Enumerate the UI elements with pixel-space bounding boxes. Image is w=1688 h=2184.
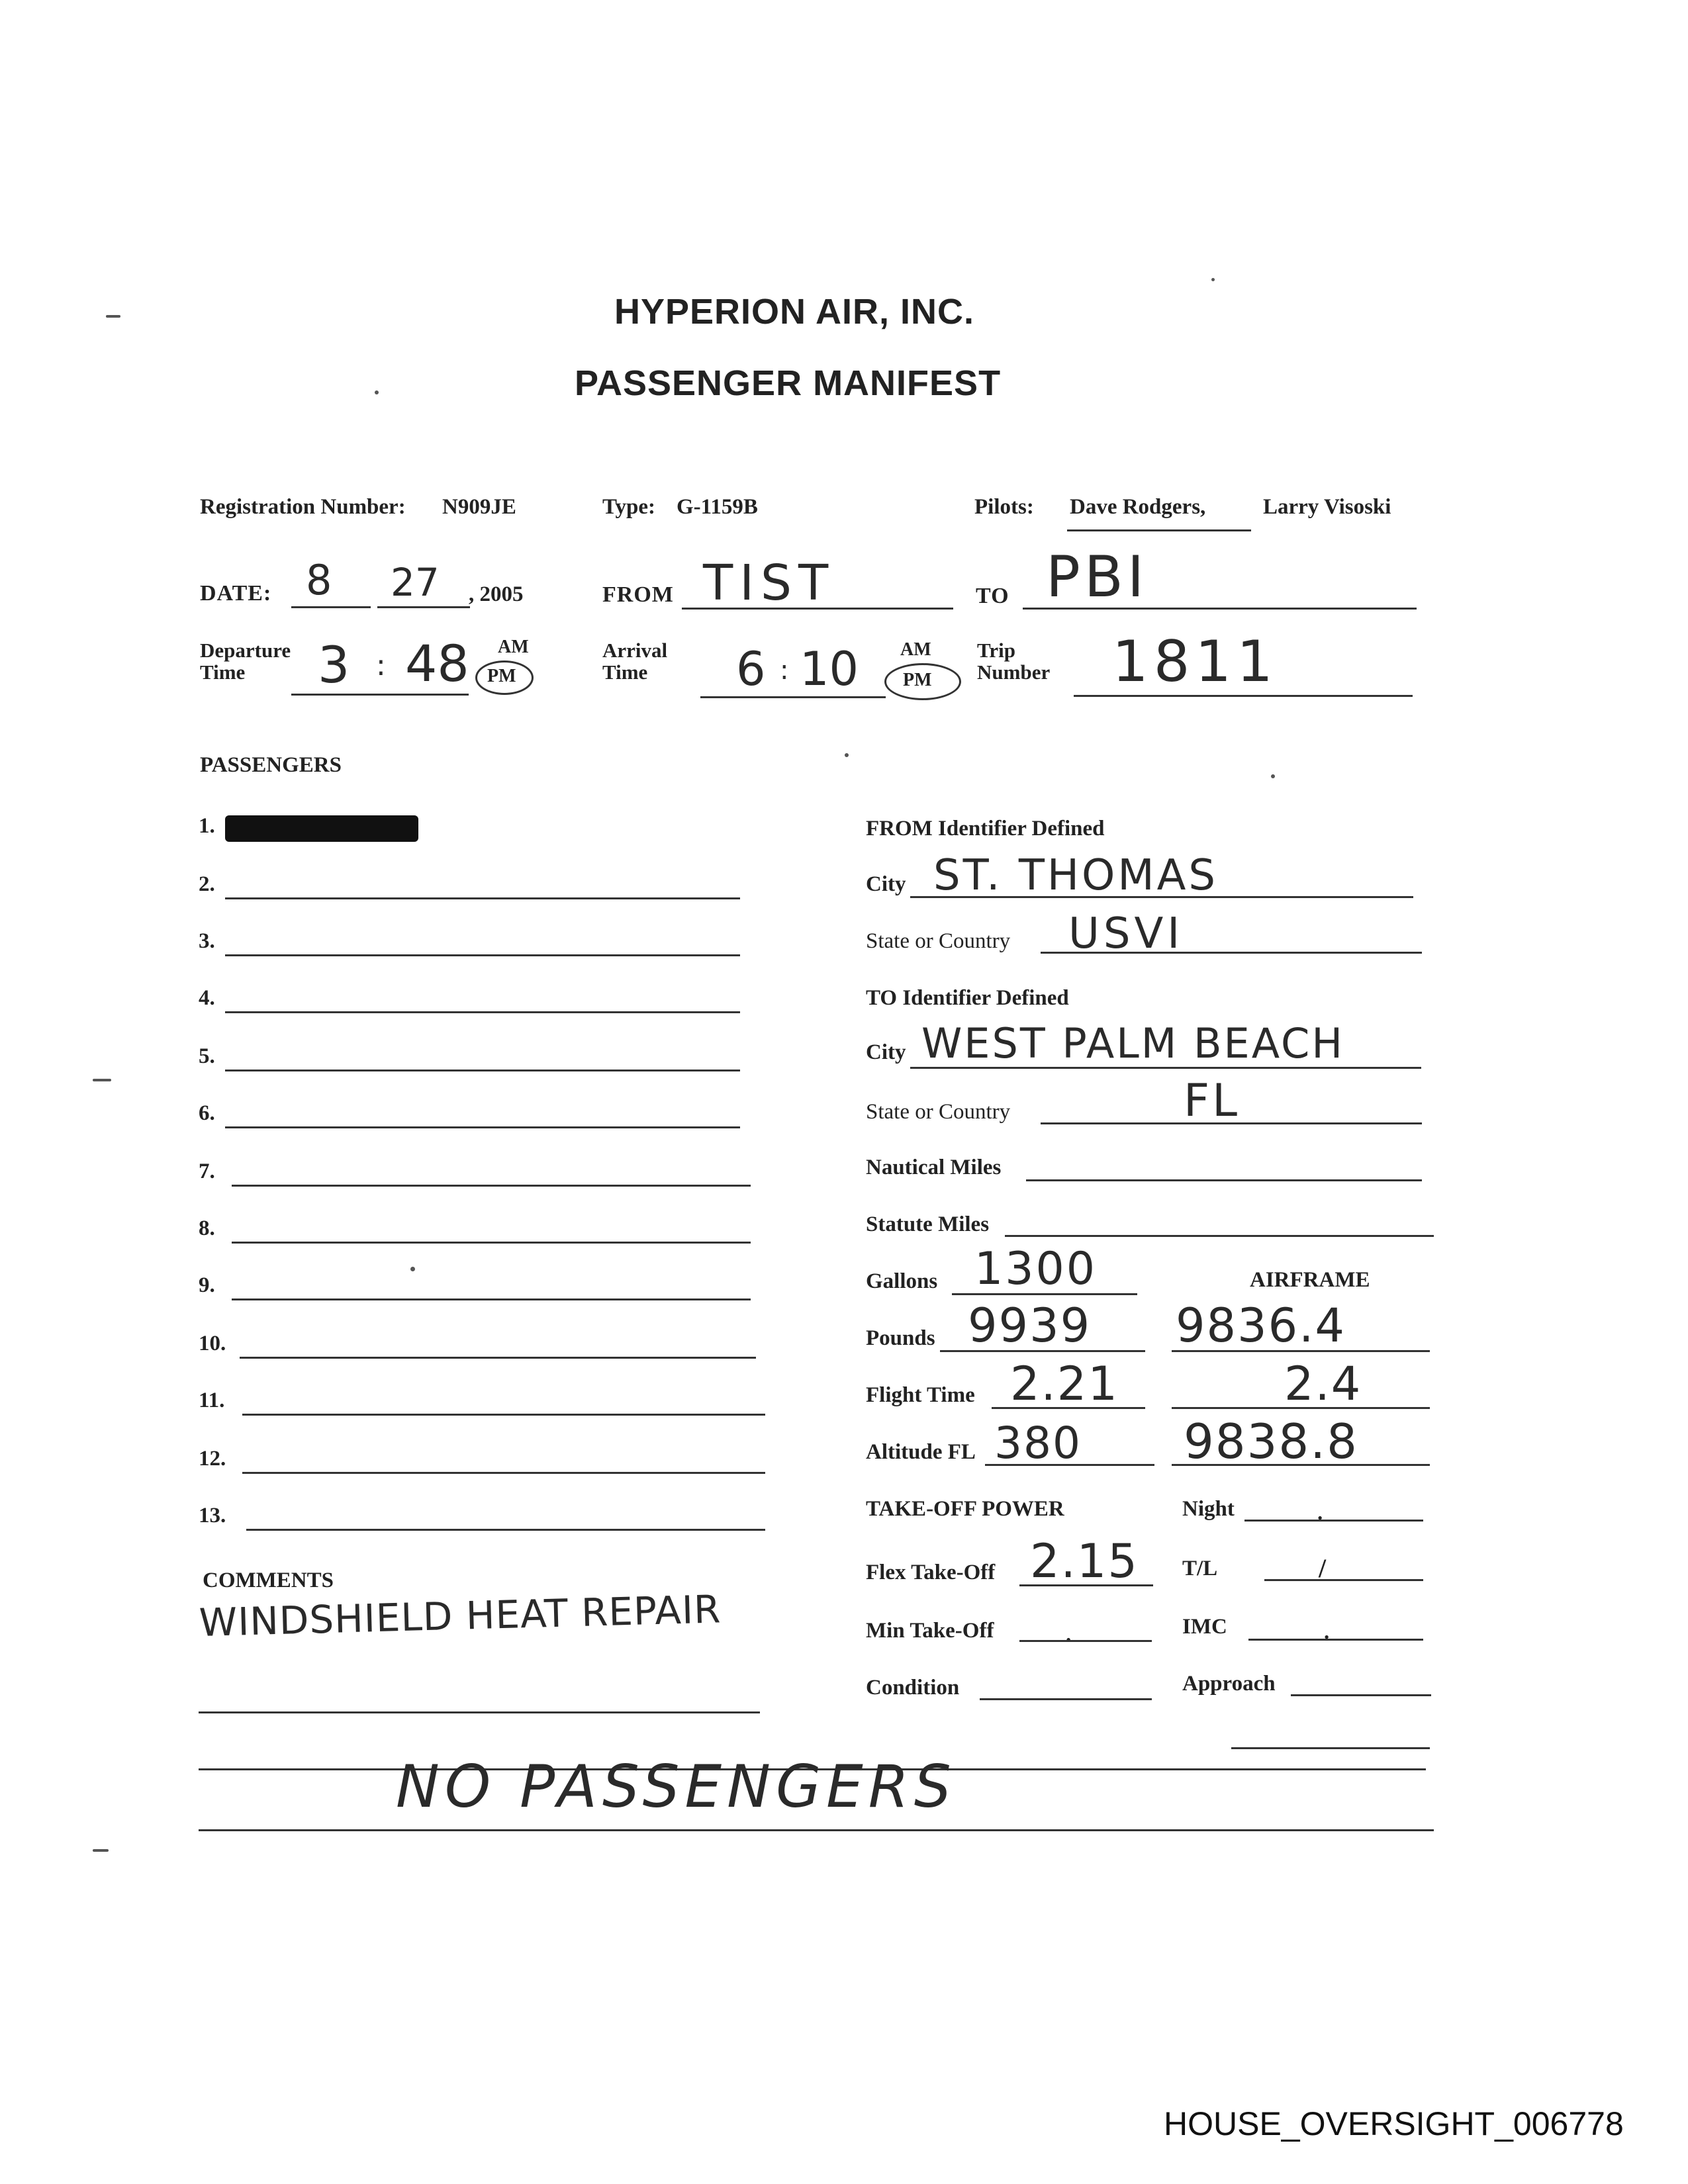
from-label: FROM — [602, 582, 674, 607]
min-takeoff-label: Min Take-Off — [866, 1619, 994, 1643]
arrival-hour: 6 — [736, 642, 766, 696]
from-code: TIST — [703, 555, 835, 612]
night-label: Night — [1182, 1497, 1235, 1521]
company-name: HYPERION AIR, INC. — [614, 292, 975, 332]
passenger-name-line — [240, 1357, 756, 1359]
condition-line — [980, 1698, 1152, 1700]
trip-line — [1074, 695, 1413, 697]
pilot-1-underline — [1067, 529, 1251, 531]
flex-takeoff-label: Flex Take-Off — [866, 1561, 996, 1584]
flex-takeoff-line — [1019, 1584, 1153, 1586]
altitude-line — [985, 1464, 1154, 1466]
from-line — [682, 608, 953, 610]
scan-speck — [93, 1849, 109, 1852]
passenger-number: 2. — [199, 872, 215, 896]
passenger-name-line — [242, 1414, 765, 1416]
departure-pm: PM — [487, 666, 516, 686]
arrival-minute: 10 — [800, 642, 859, 696]
imc-line — [1248, 1639, 1423, 1641]
takeoff-power-heading: TAKE-OFF POWER — [866, 1497, 1064, 1521]
comments-line-2: NO PASSENGERS — [396, 1752, 957, 1821]
date-month-line — [291, 606, 371, 608]
passenger-number: 1. — [199, 814, 215, 838]
from-state-line — [1041, 952, 1422, 954]
pilot-2: Larry Visoski — [1263, 495, 1391, 519]
airframe-start-line — [1172, 1350, 1430, 1352]
redaction-bar — [225, 815, 418, 842]
comments-line-1: WINDSHIELD HEAT REPAIR — [199, 1586, 722, 1645]
from-state-label: State or Country — [866, 929, 1011, 953]
altitude-value: 380 — [994, 1418, 1082, 1469]
passenger-number: 8. — [199, 1216, 215, 1240]
passenger-name-line — [225, 897, 740, 899]
comments-rule-2 — [199, 1711, 760, 1713]
pilots-label: Pilots: — [974, 495, 1034, 519]
passenger-number: 7. — [199, 1160, 215, 1183]
condition-label: Condition — [866, 1676, 960, 1700]
pounds-label: Pounds — [866, 1326, 935, 1350]
date-month: 8 — [306, 556, 332, 604]
min-takeoff-mark: . — [1066, 1623, 1072, 1647]
arrival-label: Arrival Time — [602, 639, 668, 684]
passenger-name-line — [232, 1185, 751, 1187]
night-line — [1244, 1520, 1423, 1522]
imc-mark: . — [1324, 1620, 1330, 1644]
passenger-name-line — [225, 1011, 740, 1013]
night-mark: . — [1317, 1501, 1323, 1525]
date-label: DATE: — [200, 581, 272, 606]
nautical-miles-line — [1026, 1179, 1422, 1181]
to-city-label: City — [866, 1040, 906, 1064]
passenger-number: 13. — [199, 1504, 226, 1527]
from-state: USVI — [1068, 909, 1184, 958]
flight-time-label: Flight Time — [866, 1383, 975, 1407]
from-identifier-heading: FROM Identifier Defined — [866, 817, 1105, 841]
tl-label: T/L — [1182, 1557, 1218, 1580]
type-value: G-1159B — [677, 495, 758, 519]
to-state-label: State or Country — [866, 1100, 1011, 1124]
scan-speck — [845, 753, 849, 757]
registration-value: N909JE — [442, 495, 516, 519]
passenger-number: 4. — [199, 986, 215, 1010]
arrival-am: AM — [900, 639, 931, 660]
tl-line — [1264, 1579, 1423, 1581]
tl-mark: / — [1319, 1553, 1327, 1583]
airframe-start: 9836.4 — [1176, 1298, 1346, 1353]
gallons-label: Gallons — [866, 1269, 938, 1293]
imc-label: IMC — [1182, 1615, 1227, 1639]
departure-minute: 48 — [405, 634, 469, 693]
to-city-line — [910, 1067, 1421, 1069]
passenger-name-line — [242, 1472, 765, 1474]
form-title: PASSENGER MANIFEST — [575, 363, 1002, 403]
gallons-value: 1300 — [974, 1243, 1098, 1295]
pounds-value: 9939 — [968, 1298, 1092, 1353]
approach-label: Approach — [1182, 1672, 1276, 1696]
scan-speck — [93, 1079, 111, 1081]
to-state: FL — [1184, 1075, 1240, 1127]
passenger-number: 11. — [199, 1388, 225, 1412]
altitude-label: Altitude FL — [866, 1440, 976, 1464]
to-identifier-heading: TO Identifier Defined — [866, 986, 1069, 1010]
arrival-pm: PM — [903, 670, 932, 690]
passenger-name-line — [225, 954, 740, 956]
passenger-name-line — [225, 1126, 740, 1128]
trip-label: Trip Number — [977, 639, 1051, 684]
bates-number: HOUSE_OVERSIGHT_006778 — [1164, 2105, 1624, 2142]
to-city: WEST PALM BEACH — [921, 1019, 1344, 1068]
scan-speck — [375, 390, 379, 394]
flex-takeoff-value: 2.15 — [1030, 1534, 1139, 1588]
pounds-line — [940, 1350, 1145, 1352]
flight-time-value: 2.21 — [1010, 1357, 1119, 1411]
passengers-heading: PASSENGERS — [200, 753, 342, 777]
scan-speck — [106, 315, 120, 318]
airframe-added-line — [1172, 1407, 1430, 1409]
departure-line — [291, 694, 469, 696]
type-label: Type: — [602, 495, 656, 519]
passenger-number: 3. — [199, 929, 215, 953]
approach-line — [1291, 1694, 1431, 1696]
to-line — [1023, 608, 1417, 610]
date-day: 27 — [391, 560, 440, 605]
from-city-label: City — [866, 872, 906, 896]
departure-am: AM — [498, 637, 529, 657]
passenger-number: 10. — [199, 1332, 226, 1355]
to-state-line — [1041, 1122, 1422, 1124]
gallons-line — [952, 1293, 1137, 1295]
from-city: ST. THOMAS — [933, 851, 1219, 900]
passenger-number: 6. — [199, 1101, 215, 1125]
flight-time-line — [992, 1407, 1145, 1409]
comments-rule-4 — [199, 1829, 1434, 1831]
from-city-line — [910, 896, 1413, 898]
trip-number: 1811 — [1112, 629, 1278, 695]
pilot-1: Dave Rodgers, — [1070, 495, 1206, 519]
departure-hour: 3 — [318, 635, 350, 694]
comments-rule-3b — [1231, 1747, 1430, 1749]
passenger-name-line — [232, 1298, 751, 1300]
date-day-line — [377, 606, 470, 608]
airframe-added: 2.4 — [1284, 1357, 1362, 1411]
nautical-miles-label: Nautical Miles — [866, 1156, 1002, 1179]
passenger-name-line — [232, 1242, 751, 1244]
passenger-name-line — [246, 1529, 765, 1531]
passenger-number: 12. — [199, 1447, 226, 1471]
comments-heading: COMMENTS — [203, 1569, 334, 1592]
passenger-name-line — [225, 1069, 740, 1071]
statute-miles-line — [1005, 1235, 1434, 1237]
date-year: , 2005 — [469, 582, 524, 606]
min-takeoff-line — [1019, 1640, 1152, 1642]
passenger-number: 5. — [199, 1044, 215, 1068]
registration-label: Registration Number: — [200, 495, 406, 519]
airframe-heading: AIRFRAME — [1250, 1268, 1370, 1292]
scan-speck — [1211, 278, 1215, 281]
airframe-total: 9838.8 — [1184, 1414, 1358, 1469]
scan-speck — [1271, 774, 1275, 778]
departure-label: Departure Time — [200, 639, 291, 684]
to-label: TO — [976, 584, 1009, 608]
scan-speck — [410, 1267, 415, 1271]
statute-miles-label: Statute Miles — [866, 1212, 990, 1236]
passenger-number: 9. — [199, 1273, 215, 1297]
to-code: PBI — [1046, 544, 1149, 610]
airframe-total-line — [1172, 1464, 1430, 1466]
arrival-line — [700, 696, 886, 698]
